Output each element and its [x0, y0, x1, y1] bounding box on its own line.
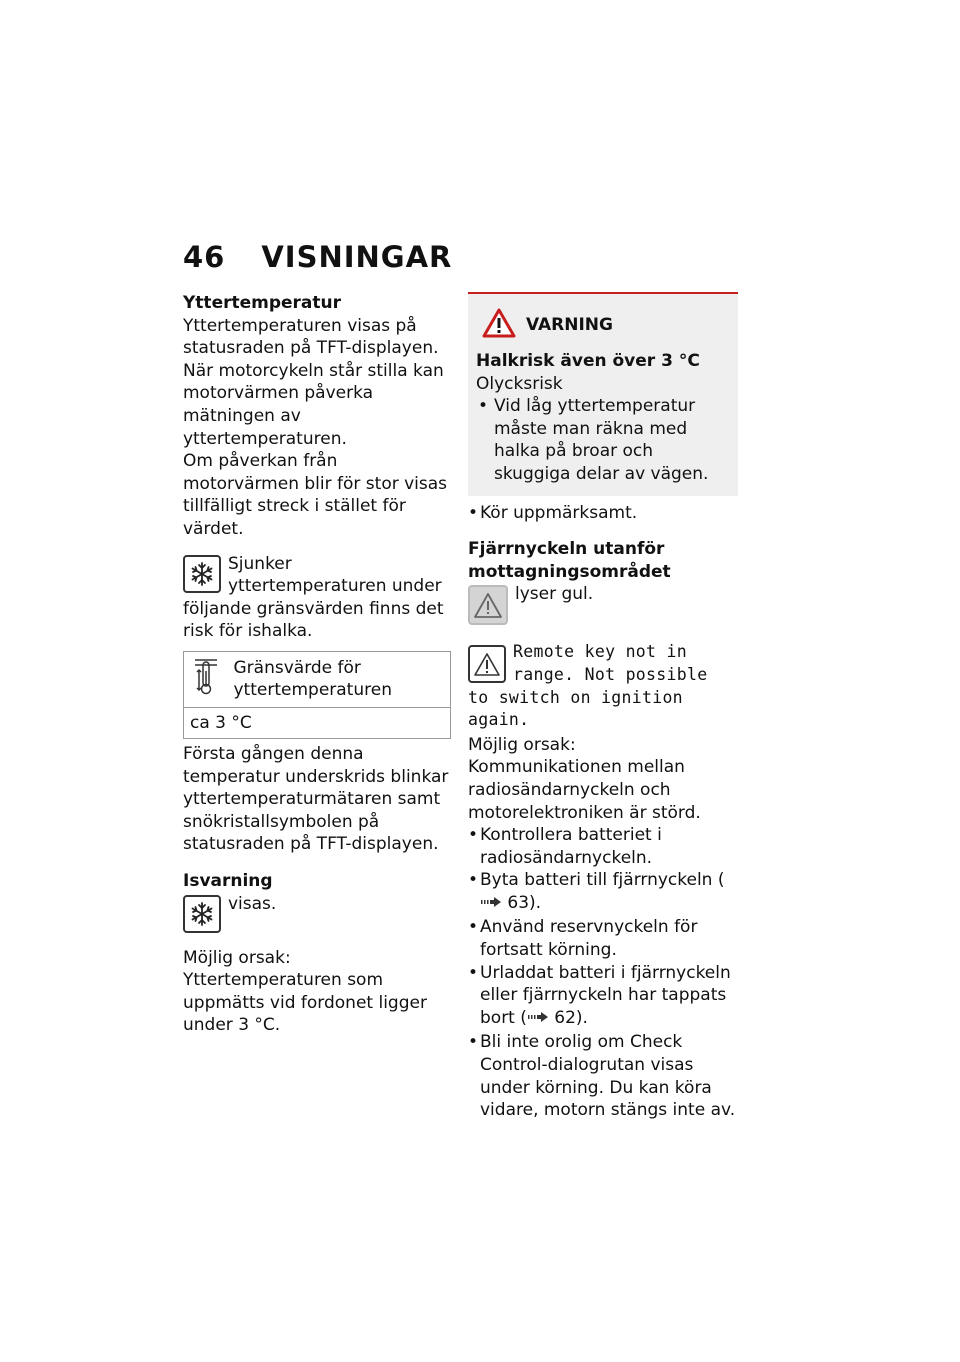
warning-triangle-icon: [468, 645, 506, 683]
paragraph: När motorcykeln står stilla kan motorvärmen påverka mätningen av yttertemperaturen.: [183, 360, 444, 449]
list-item: • Vid låg yttertemperatur måste man räkna med halka på broar och skuggiga delar av vägen.: [476, 395, 730, 485]
action-list: [468, 502, 738, 525]
warning-subtitle: Halkrisk även över 3 °C: [476, 351, 700, 371]
paragraph: Första gången denna temperatur underskrids blinkar yttertemperaturmätaren samt snökristallsymbolen på statusraden på TFT-displayen.: [183, 744, 449, 855]
warning-risk: Olycksrisk: [476, 373, 563, 394]
warning-bullets: [476, 395, 730, 485]
page-reference[interactable]: 63).: [507, 892, 542, 913]
snowflake-note: [183, 553, 451, 643]
section-heading-remote-key: Fjärrnyckeln utanför mottagningsområdet: [468, 539, 671, 582]
list-item: [468, 962, 738, 1032]
remote-key-indicator-row: [468, 583, 738, 627]
table-header-limit: Gränsvärde för yttertemperaturen: [228, 651, 451, 707]
page-reference[interactable]: 62).: [554, 1007, 588, 1028]
display-message-block: [468, 641, 738, 731]
cause-label: Möjlig orsak:: [468, 734, 576, 755]
page-number: 46: [183, 240, 226, 274]
ice-warning-shown: visas.: [228, 893, 277, 914]
snowflake-icon: [183, 555, 221, 593]
page-header: [183, 240, 452, 274]
thermometer-icon: [193, 681, 219, 701]
cause-text: Kommunikationen mellan radiosändarnyckeln och motorelektroniken är störd.: [468, 757, 701, 823]
ice-warning-row: [183, 893, 451, 935]
table-value-limit: ca 3 °C: [190, 712, 252, 733]
section-heading-outside-temperature: Yttertemperatur: [183, 293, 342, 313]
warning-box: [468, 292, 738, 496]
list-item: • Bli inte orolig om Check Control-dialogrutan visas under körning. Du kan köra vidare, motorn stängs inte av.: [468, 1031, 738, 1121]
reference-arrow-icon: [527, 1009, 549, 1032]
list-item: • Kontrollera batteriet i radiosändarnyckeln.: [468, 824, 738, 869]
paragraph: Sjunker yttertemperaturen under följande gränsvärden finns det risk för ishalka.: [183, 553, 444, 642]
cause-text: Yttertemperaturen som uppmätts vid fordonet ligger under 3 °C.: [183, 970, 427, 1036]
reference-arrow-icon: [480, 894, 502, 917]
cause-label: Möjlig orsak:: [183, 947, 291, 968]
warning-title: VARNING: [526, 315, 613, 335]
section-heading-ice-warning: Isvarning: [183, 871, 273, 892]
right-column: [468, 292, 738, 1122]
warning-triangle-icon: [468, 585, 508, 625]
chapter-title: VISNINGAR: [261, 240, 453, 274]
remedy-list: [468, 824, 738, 1122]
list-item: • Använd reservnyckeln för fortsatt körning.: [468, 916, 738, 961]
indicator-text: lyser gul.: [515, 584, 594, 605]
list-item: • Kör uppmärksamt.: [468, 502, 738, 525]
thermometer-cell: [184, 651, 228, 707]
list-item: [468, 869, 738, 916]
snowflake-icon: [183, 895, 221, 933]
display-message: Remote key not in range. Not possible to switch on ignition again.: [468, 642, 708, 730]
left-column: [183, 292, 451, 1037]
warning-title-row: [482, 308, 730, 342]
paragraph: Om påverkan från motorvärmen blir för stor visas tillfälligt streck i stället för värdet.: [183, 451, 448, 539]
list-item-text: Byta batteri till fjärrnyckeln (: [480, 870, 725, 891]
paragraph: Yttertemperaturen visas på statusraden på TFT-displayen.: [183, 315, 439, 359]
warning-triangle-icon: [482, 308, 516, 342]
limit-table: [183, 651, 451, 739]
list-item-text: Urladdat batteri i fjärrnyckeln eller fjärrnyckeln har tappats bort (: [480, 962, 731, 1028]
